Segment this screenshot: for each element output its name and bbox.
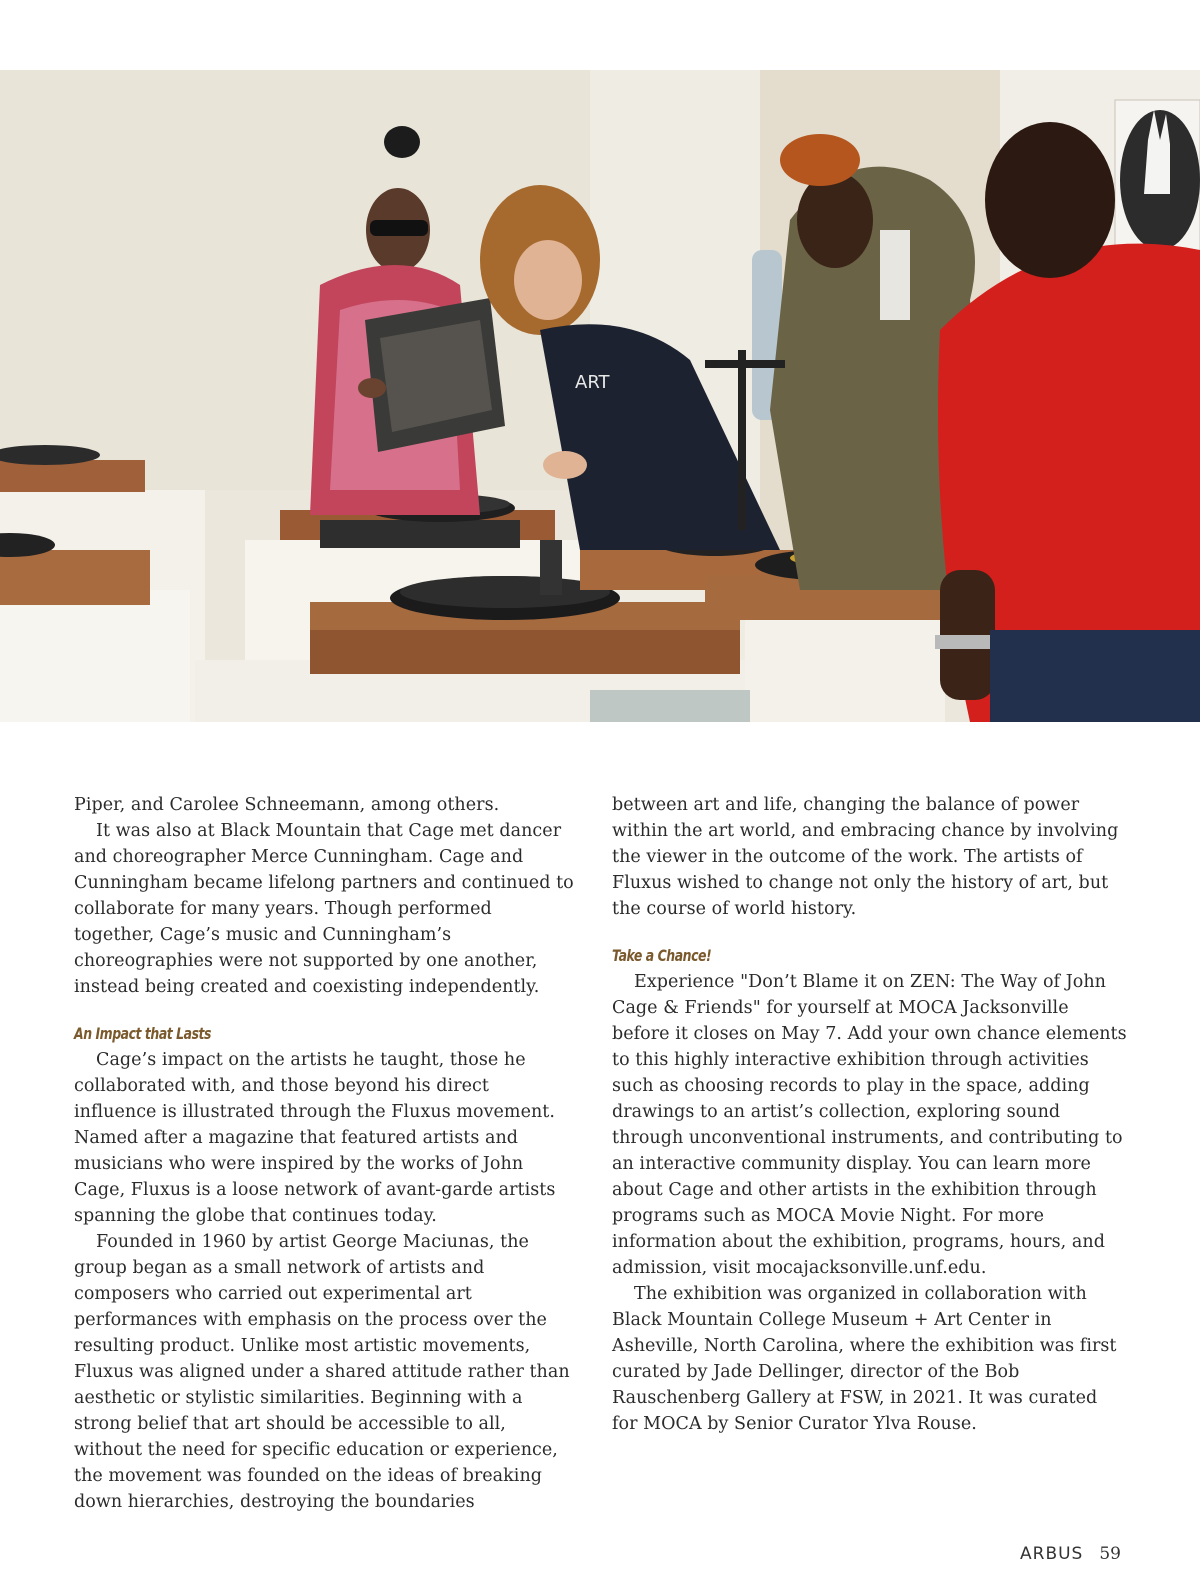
paragraph: It was also at Black Mountain that Cage met dancer and choreographer Merce Cunningham. Cage and Cunningham became lifelong partners and continued to collaborate for many years. Though performed together, Cage’s music and Cunningham’s choreographies were not supported by one another, instead being created and coexisting independently. — [74, 821, 574, 997]
shirt-lettering: ART — [575, 372, 610, 393]
paragraph: Founded in 1960 by artist George Maciunas, the group began as a small network of artists and composers who carried out experimental art performances with emphasis on the process over the resulting product. Unlike most artistic movements, Fluxus was aligned under a shared attitude rather than aesthetic or stylistic similarities. Beginning with a strong belief that art should be accessible to all, without the need for specific education or experience, the movement was founded on the ideas of breaking down hierarchies, destroying the boundaries — [74, 1232, 570, 1512]
paragraph: The exhibition was organized in collaboration with Black Mountain College Museum + Art Center in Asheville, North Carolina, where the exhibition was first curated by Jade Dellinger, director of the Bob Rauschenberg Gallery at FSW, in 2021. It was curated for MOCA by Senior Curator Ylva Rouse. — [612, 1284, 1117, 1434]
page-folio — [1020, 1544, 1121, 1564]
paragraph: Experience "Don’t Blame it on ZEN: The Way of John Cage & Friends" for yourself at MOCA Jacksonville before it closes on May 7. Add your own chance elements to this highly interactive exhibition through activities such as choosing records to play in the space, adding drawings to an artist’s collection, exploring sound through unconventional instruments, and contributing to an interactive community display. You can learn more about Cage and other artists in the exhibition through programs such as MOCA Movie Night. For more information about the exhibition, programs, hours, and admission, visit mocajacksonville.unf.edu. — [612, 972, 1127, 1278]
section-heading: Take a Chance! — [612, 946, 712, 965]
paragraph: Piper, and Carolee Schneemann, among others. — [74, 795, 500, 815]
right-column — [612, 792, 1127, 1437]
page-number: 59 — [1099, 1544, 1121, 1564]
paragraph: between art and life, changing the balance of power within the art world, and embracing chance by involving the viewer in the outcome of the work. The artists of Fluxus wished to change not only the history of art, but the course of world history. — [612, 795, 1119, 919]
gallery-turntables-photo — [0, 70, 1200, 722]
paragraph: Cage’s impact on the artists he taught, those he collaborated with, and those beyond his direct influence is illustrated through the Fluxus movement. Named after a magazine that featured artists and musicians who were inspired by the works of John Cage, Fluxus is a loose network of avant-garde artists spanning the globe that continues today. — [74, 1050, 556, 1226]
section-heading: An Impact that Lasts — [74, 1024, 212, 1043]
left-column — [74, 792, 574, 1515]
magazine-name: ARBUS — [1020, 1544, 1084, 1564]
